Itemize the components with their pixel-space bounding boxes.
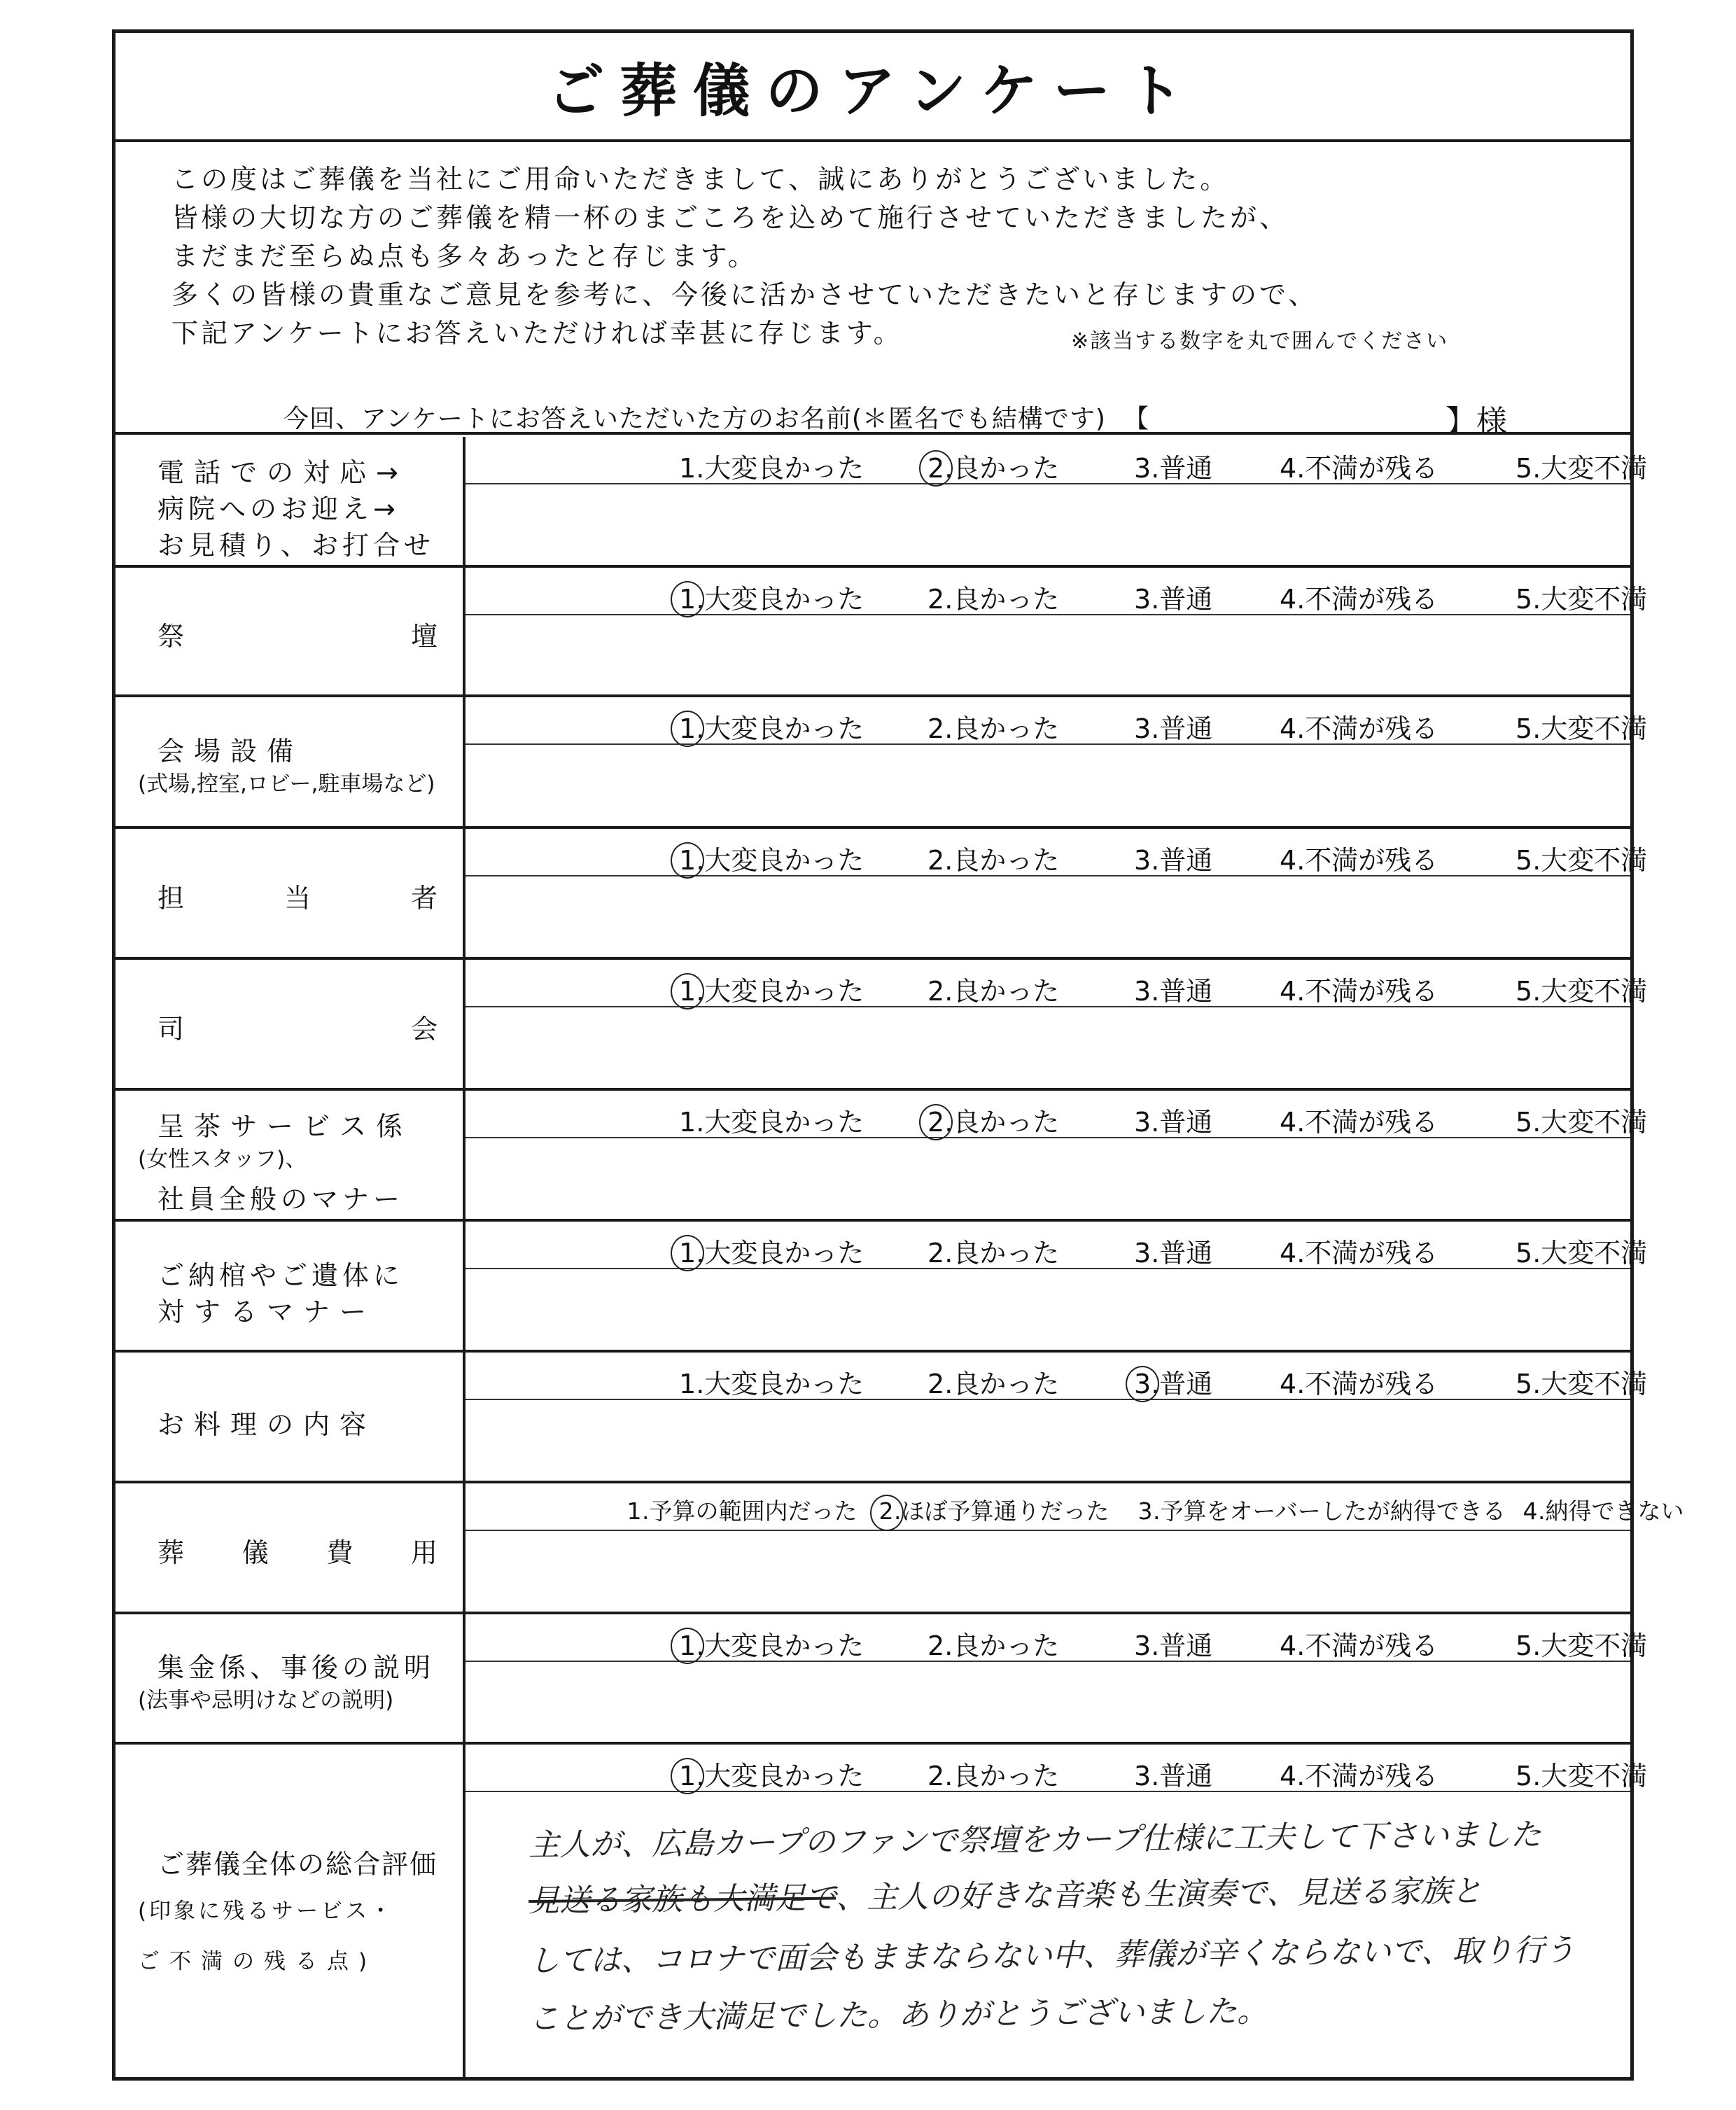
rating-option[interactable] [927, 1231, 1059, 1270]
rating-text: .大変良かった [696, 1630, 864, 1661]
question-label-cell [115, 697, 465, 826]
rating-number: 5 [1516, 1369, 1533, 1399]
answer-cell [465, 960, 1648, 1088]
page-title: ご葬儀のアンケート [547, 57, 1199, 125]
question-label: 社員全般のマナー [158, 1183, 405, 1215]
rating-option[interactable] [1280, 1101, 1438, 1139]
rating-text: .普通 [1151, 1238, 1213, 1269]
rating-text: .大変良かった [696, 713, 864, 744]
rating-text: .普通 [1151, 453, 1213, 484]
rating-text: .不満が残る [1296, 453, 1438, 484]
rating-text: .不満が残る [1296, 1630, 1438, 1661]
rating-number: 3 [1134, 1107, 1152, 1138]
rating-option[interactable] [1134, 1624, 1212, 1663]
rating-number: 4 [1522, 1497, 1538, 1525]
answer-cell [465, 1353, 1648, 1481]
rating-option[interactable] [1134, 970, 1212, 1008]
rating-number: 5 [1516, 1761, 1533, 1791]
rating-text: .不満が残る [1296, 1761, 1438, 1791]
rating-option[interactable] [1522, 1493, 1684, 1526]
rating-text: .普通 [1151, 1107, 1213, 1138]
question-label-char: 会 [410, 1013, 438, 1044]
answer-cell [465, 697, 1648, 826]
rating-number: 3 [1134, 976, 1152, 1007]
rating-number: 2 [927, 1369, 945, 1399]
question-label-cell [115, 1222, 465, 1350]
rating-text: .大変良かった [696, 1238, 864, 1269]
answer-cell [465, 1222, 1648, 1350]
rating-number: 3 [1134, 1369, 1152, 1399]
rating-option[interactable] [679, 1624, 864, 1663]
rating-number: 1 [679, 1761, 696, 1791]
question-label-cell [115, 1353, 465, 1481]
question-label-cell [115, 960, 465, 1088]
question-label: 電話での対応→ [158, 456, 408, 488]
rating-text: .大変不満 [1532, 713, 1648, 744]
rating-text: .良かった [944, 453, 1060, 484]
rating-option[interactable] [927, 1754, 1059, 1793]
question-label-cell [115, 1091, 465, 1219]
answer-cell [465, 1091, 1648, 1219]
question-label [158, 876, 438, 915]
rating-options [465, 1091, 1648, 1138]
rating-text: .大変良かった [696, 976, 864, 1007]
rating-text: .不満が残る [1296, 1238, 1438, 1269]
answer-cell [465, 829, 1648, 957]
rating-option[interactable] [1516, 578, 1647, 616]
rating-number: 4 [1280, 1369, 1297, 1399]
rating-text: .普通 [1151, 713, 1213, 744]
rating-option[interactable] [927, 447, 1059, 485]
rating-option[interactable] [1516, 1624, 1647, 1663]
rating-options [465, 1353, 1648, 1400]
rating-text: .良かった [944, 976, 1060, 1007]
rating-option[interactable] [1280, 1362, 1438, 1401]
rating-number: 4 [1280, 845, 1297, 876]
rating-text: .良かった [944, 1761, 1060, 1791]
rating-text: .普通 [1151, 976, 1213, 1007]
rating-text: .大変良かった [696, 845, 864, 876]
rating-option[interactable] [1134, 1101, 1212, 1139]
question-label-char: 儀 [241, 1537, 269, 1568]
question-row [115, 568, 1648, 697]
rating-number: 5 [1516, 976, 1533, 1007]
rating-number: 2 [927, 1238, 945, 1269]
rating-options [465, 1483, 1684, 1531]
rating-option[interactable] [1516, 1754, 1647, 1793]
rating-text: .良かった [944, 1238, 1060, 1269]
answer-cell [465, 1483, 1684, 1612]
rating-text: .大変不満 [1532, 453, 1648, 484]
rating-option[interactable] [1134, 578, 1212, 616]
rating-number: 3 [1134, 1630, 1152, 1661]
question-label [158, 615, 438, 653]
question-label: 会場設備 [158, 736, 304, 767]
rating-option[interactable] [679, 839, 864, 877]
rating-number: 5 [1516, 1630, 1533, 1661]
rating-number: 2 [927, 845, 945, 876]
name-bracket-open: 【 [1124, 405, 1149, 433]
intro-line: 多くの皆様の貴重なご意見を参考に、今後に活かさせていただきたいと存じますので、 [172, 279, 1318, 310]
question-label-cell [115, 1614, 465, 1742]
question-row [115, 1745, 1648, 2078]
rating-option[interactable] [1138, 1493, 1506, 1526]
rating-option[interactable] [1516, 1362, 1647, 1401]
answer-cell [465, 437, 1648, 565]
rating-text: .不満が残る [1296, 845, 1438, 876]
survey-form [112, 29, 1684, 2081]
rating-number: 4 [1280, 1630, 1297, 1661]
handwritten-comment [528, 1866, 1483, 1920]
rating-number: 4 [1280, 1761, 1297, 1791]
rating-number: 1 [679, 1369, 696, 1399]
rating-number: 4 [1280, 584, 1297, 615]
question-label-cell [115, 829, 465, 957]
rating-option[interactable] [679, 447, 864, 485]
rating-option[interactable] [1280, 1624, 1438, 1663]
question-row [115, 960, 1648, 1091]
question-label: (法事や忌明けなどの説明) [138, 1688, 394, 1713]
title-band [115, 33, 1630, 142]
rating-number: 3 [1134, 1761, 1152, 1791]
question-label: ご納棺やご遺体に [158, 1259, 405, 1291]
question-label: (式場,控室,ロビー,駐車場など) [138, 771, 435, 797]
rating-option[interactable] [927, 970, 1059, 1008]
rating-option[interactable] [927, 839, 1059, 877]
rating-option[interactable] [1516, 970, 1647, 1008]
rating-number: 3 [1134, 584, 1152, 615]
rating-number: 4 [1280, 976, 1297, 1007]
rating-text: .大変不満 [1532, 1238, 1648, 1269]
rating-text: .不満が残る [1296, 1107, 1438, 1138]
question-label: ご不満の残る点) [138, 1949, 377, 1974]
rating-text: .良かった [944, 1107, 1060, 1138]
rating-number: 5 [1516, 845, 1533, 876]
rating-number: 1 [679, 1107, 696, 1138]
question-label-cell [115, 1745, 465, 2078]
rating-option[interactable] [1516, 1101, 1647, 1139]
rating-number: 3 [1134, 713, 1152, 744]
rating-number: 3 [1134, 1238, 1152, 1269]
rating-option[interactable] [927, 1624, 1059, 1663]
answer-cell [465, 1745, 1648, 2078]
intro-line: 下記アンケートにお答えいただければ幸甚に存じます。 [172, 318, 903, 349]
divider [115, 432, 1630, 435]
rating-text: .予算の範囲内だった [642, 1497, 858, 1525]
rating-number: 4 [1280, 453, 1297, 484]
rating-number: 2 [927, 713, 945, 744]
respondent-name-label: 今回、アンケートにお答えいただいた方のお名前(＊匿名でも結構です) [284, 405, 1106, 433]
rating-text: .大変不満 [1532, 1107, 1648, 1138]
rating-option[interactable] [1134, 1231, 1212, 1270]
rating-text: .納得できない [1538, 1497, 1684, 1525]
rating-number: 2 [927, 584, 945, 615]
rating-option[interactable] [679, 970, 864, 1008]
question-row [115, 1091, 1648, 1222]
rating-option[interactable] [927, 1362, 1059, 1401]
rating-number: 4 [1280, 1107, 1297, 1138]
circle-instruction: ※該当する数字を丸で囲んでください [1071, 329, 1449, 354]
rating-number: 3 [1134, 453, 1152, 484]
rating-option[interactable] [1134, 447, 1212, 485]
rating-options [465, 437, 1648, 484]
rating-options [465, 829, 1648, 876]
rating-number: 4 [1280, 713, 1297, 744]
rating-number: 5 [1516, 584, 1533, 615]
rating-option[interactable] [1134, 1754, 1212, 1793]
rating-number: 1 [679, 845, 696, 876]
rating-text: .良かった [944, 845, 1060, 876]
handwritten-comment: 主人が、広島カープのファンで祭壇をカープ仕様に工夫して下さいました [528, 1817, 1541, 1864]
question-label: 集金係、事後の説明 [158, 1652, 435, 1683]
rating-number: 2 [927, 1107, 945, 1138]
rating-text: .大変良かった [696, 1761, 864, 1791]
rating-number: 5 [1516, 1238, 1533, 1269]
rating-options [465, 568, 1648, 615]
rating-option[interactable] [1134, 839, 1212, 877]
question-row [115, 1483, 1684, 1614]
rating-text: .大変不満 [1532, 845, 1648, 876]
question-label-cell [115, 568, 465, 694]
rating-options [465, 1614, 1648, 1662]
question-label-char: 葬 [158, 1537, 185, 1568]
handwritten-comment: しては、コロナで面会もままならない中、葬儀が辛くならないで、取り行う [528, 1932, 1576, 1979]
rating-option[interactable] [1516, 447, 1647, 485]
rating-text: .大変不満 [1532, 976, 1648, 1007]
rating-option[interactable] [927, 707, 1059, 746]
question-label: ご葬儀全体の総合評価 [158, 1849, 438, 1880]
question-label: 対するマナー [158, 1296, 377, 1327]
rating-number: 5 [1516, 453, 1533, 484]
rating-text: .普通 [1151, 1369, 1213, 1399]
rating-number: 2 [927, 976, 945, 1007]
comment-text: 、主人の好きな音楽も生演奏で、見送る家族と [835, 1873, 1483, 1916]
question-label-char: 費 [326, 1537, 354, 1568]
question-label: (印象に残るサービス・ [138, 1899, 395, 1924]
rating-text: .大変良かった [696, 1369, 864, 1399]
question-label: 病院へのお迎え→ [158, 493, 400, 524]
rating-text: .不満が残る [1296, 713, 1438, 744]
rating-text: .良かった [944, 713, 1060, 744]
question-label-char: 担 [158, 882, 185, 914]
rating-option[interactable] [878, 1493, 1110, 1526]
question-label: お見積り、お打合せ [158, 529, 435, 561]
rating-text: .普通 [1151, 1630, 1213, 1661]
question-label-char: 祭 [158, 620, 185, 652]
rating-options [465, 960, 1648, 1007]
question-row [115, 1222, 1648, 1353]
rating-option[interactable] [1280, 447, 1438, 485]
rating-number: 2 [878, 1497, 894, 1525]
rating-number: 1 [679, 1238, 696, 1269]
question-label: (女性スタッフ)、 [138, 1146, 307, 1172]
rating-option[interactable] [679, 1754, 864, 1793]
question-label-char: 司 [158, 1013, 185, 1044]
intro-line: 皆様の大切な方のご葬儀を精一杯のまごころを込めて施行させていただきましたが、 [172, 202, 1289, 233]
rating-number: 3 [1138, 1497, 1153, 1525]
struck-text: 見送る家族も大満足で [528, 1880, 836, 1920]
rating-option[interactable] [1280, 970, 1438, 1008]
answer-cell [465, 1614, 1648, 1742]
rating-option[interactable] [1134, 707, 1212, 746]
rating-text: .大変良かった [696, 584, 864, 615]
rating-text: .普通 [1151, 584, 1213, 615]
intro-line: この度はご葬儀を当社にご用命いただきまして、誠にありがとうございました。 [172, 164, 1230, 195]
rating-text: .良かった [944, 584, 1060, 615]
rating-option[interactable] [679, 578, 864, 616]
question-label-char: 用 [410, 1537, 438, 1568]
rating-option[interactable] [1516, 1231, 1647, 1270]
rating-options [465, 1745, 1648, 1792]
rating-text: .良かった [944, 1369, 1060, 1399]
handwritten-comment: ことができ大満足でした。ありがとうございました。 [528, 1993, 1268, 2037]
rating-option[interactable] [679, 1101, 864, 1139]
rating-text: .大変不満 [1532, 584, 1648, 615]
rating-option[interactable] [1134, 1362, 1212, 1401]
rating-text: .不満が残る [1296, 1369, 1438, 1399]
rating-option[interactable] [679, 707, 864, 746]
rating-number: 1 [679, 584, 696, 615]
rating-option[interactable] [1516, 839, 1647, 877]
question-row [115, 697, 1648, 829]
question-label-char: 者 [410, 882, 438, 914]
intro-line: まだまだ至らぬ点も多々あったと存じます。 [172, 241, 757, 272]
rating-text: .不満が残る [1296, 584, 1438, 615]
rating-option[interactable] [1280, 1231, 1438, 1270]
rating-number: 3 [1134, 845, 1152, 876]
rating-text: .良かった [944, 1630, 1060, 1661]
name-bracket-close: 】様 [1446, 404, 1507, 440]
rating-option[interactable] [927, 1101, 1059, 1139]
question-label-cell [115, 437, 465, 565]
question-label: お料理の内容 [158, 1409, 377, 1440]
question-row [115, 1353, 1648, 1483]
question-label-char: 当 [284, 882, 311, 914]
question-label [158, 1531, 438, 1570]
rating-option[interactable] [626, 1493, 858, 1526]
rating-text: .大変良かった [696, 1107, 864, 1138]
question-row [115, 1614, 1648, 1745]
rating-options [465, 1222, 1648, 1269]
rating-text: .大変不満 [1532, 1630, 1648, 1661]
question-label-cell [115, 1483, 465, 1612]
rating-text: .不満が残る [1296, 976, 1438, 1007]
rating-option[interactable] [679, 1231, 864, 1270]
rating-number: 2 [927, 453, 945, 484]
rating-text: .普通 [1151, 1761, 1213, 1791]
rating-number: 1 [679, 713, 696, 744]
rating-number: 5 [1516, 1107, 1533, 1138]
question-row [115, 437, 1648, 568]
rating-number: 1 [679, 976, 696, 1007]
question-label [158, 1007, 438, 1046]
rating-number: 1 [626, 1497, 642, 1525]
rating-text: .ほぼ予算通りだった [894, 1497, 1110, 1525]
rating-text: .大変不満 [1532, 1369, 1648, 1399]
rating-text: .普通 [1151, 845, 1213, 876]
question-label: 呈茶サービス係 [158, 1110, 413, 1142]
rating-option[interactable] [1280, 839, 1438, 877]
rating-number: 4 [1280, 1238, 1297, 1269]
respondent-name-row [284, 393, 1614, 440]
rating-option[interactable] [1280, 1754, 1438, 1793]
question-row [115, 829, 1648, 960]
rating-option[interactable] [1280, 578, 1438, 616]
rating-text: .大変良かった [696, 453, 864, 484]
rating-number: 1 [679, 1630, 696, 1661]
rating-text: .予算をオーバーしたが納得できる [1153, 1497, 1506, 1525]
rating-number: 5 [1516, 713, 1533, 744]
rating-options [465, 697, 1648, 745]
rating-number: 1 [679, 453, 696, 484]
rating-text: .大変不満 [1532, 1761, 1648, 1791]
rating-option[interactable] [1516, 707, 1647, 746]
rating-number: 2 [927, 1630, 945, 1661]
rating-option[interactable] [679, 1362, 864, 1401]
rating-option[interactable] [927, 578, 1059, 616]
answer-cell [465, 568, 1648, 694]
rating-number: 2 [927, 1761, 945, 1791]
rating-option[interactable] [1280, 707, 1438, 746]
question-label-char: 壇 [410, 620, 438, 652]
